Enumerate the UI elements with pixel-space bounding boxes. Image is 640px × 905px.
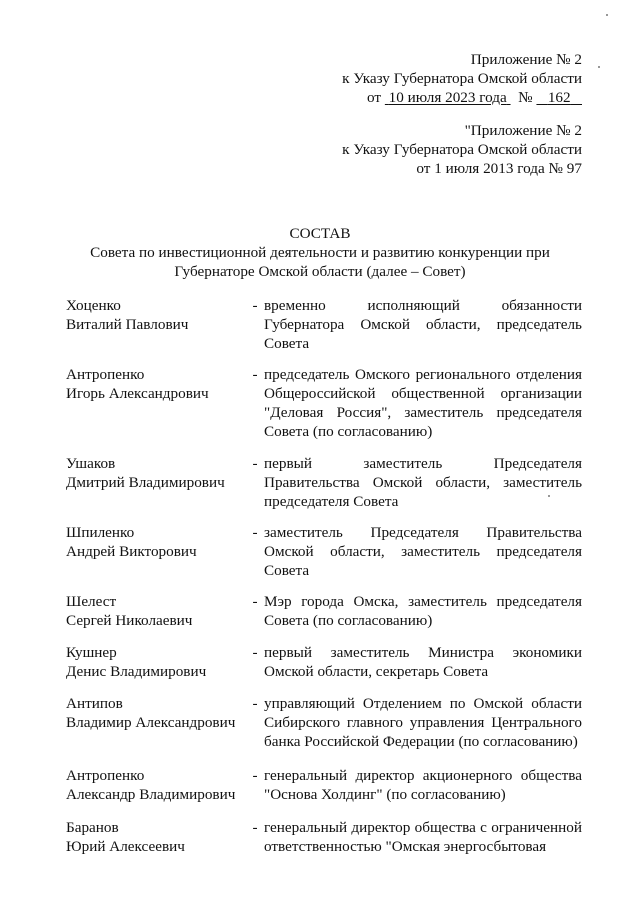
- member-position: управляющий Отделением по Омской области Сибирского главного управления Центрального банка Российской Федерации (по согласованию): [264, 695, 582, 750]
- member-entry: [66, 365, 582, 441]
- member-position: Мэр города Омска, заместитель председателя Совета (по согласованию): [264, 593, 582, 629]
- member-entry: [66, 454, 582, 511]
- member-dash: -: [252, 819, 258, 836]
- member-name: Хоценко Виталий Павлович: [66, 297, 189, 333]
- appendix-date-line: [342, 88, 582, 107]
- scan-speck: [548, 495, 550, 497]
- member-position: первый заместитель Министра экономики Омской области, секретарь Совета: [264, 644, 582, 680]
- member-dash: -: [252, 593, 258, 610]
- old-appendix-title: "Приложение № 2: [464, 122, 582, 139]
- date-prefix: от: [367, 89, 382, 106]
- old-appendix-date-line: от 1 июля 2013 года № 97: [416, 160, 582, 177]
- title-line-2: Губернаторе Омской области (далее – Совет): [174, 263, 466, 280]
- member-position: временно исполняющий обязанности Губернатора Омской области, председатель Совета: [264, 297, 582, 352]
- member-dash: -: [252, 524, 258, 541]
- old-appendix-decree-ref: к Указу Губернатора Омской области: [342, 141, 582, 158]
- scan-speck: [598, 66, 600, 68]
- member-name: Баранов Юрий Алексеевич: [66, 819, 185, 855]
- member-entry: [66, 818, 582, 856]
- number-label: №: [518, 89, 533, 106]
- member-entry: [66, 523, 582, 580]
- decree-date: 10 июля 2023 года: [388, 89, 507, 106]
- member-entry: [66, 296, 582, 353]
- member-name: Ушаков Дмитрий Владимирович: [66, 455, 225, 491]
- decree-number: 162: [547, 89, 571, 106]
- member-dash: -: [252, 695, 258, 712]
- member-position: председатель Омского регионального отделения Общероссийской общественной организации "Деловая Россия", заместитель председателя Совета (по согласованию): [264, 366, 582, 440]
- member-entry: [66, 592, 582, 630]
- member-position: генеральный директор акционерного общества "Основа Холдинг" (по согласованию): [264, 767, 582, 803]
- member-dash: -: [252, 366, 258, 383]
- appendix-header-old: [342, 121, 582, 178]
- member-entry: [66, 766, 582, 804]
- member-dash: -: [252, 644, 258, 661]
- title-heading: СОСТАВ: [289, 225, 351, 242]
- member-position: генеральный директор общества с ограниченной ответственностью "Омская энергосбытовая: [264, 819, 582, 855]
- title-line-1: Совета по инвестиционной деятельности и развитию конкуренции при: [90, 244, 550, 261]
- member-name: Шпиленко Андрей Викторович: [66, 524, 197, 560]
- document-title: [60, 224, 580, 281]
- member-name: Антипов Владимир Александрович: [66, 695, 236, 731]
- appendix-decree-ref: к Указу Губернатора Омской области: [342, 70, 582, 87]
- scan-speck: [606, 14, 608, 16]
- member-entry: [66, 643, 582, 681]
- member-position: первый заместитель Председателя Правительства Омской области, заместитель председателя Совета: [264, 455, 582, 510]
- member-name: Шелест Сергей Николаевич: [66, 593, 193, 629]
- member-name: Антропенко Александр Владимирович: [66, 767, 236, 803]
- member-dash: -: [252, 767, 258, 784]
- member-position: заместитель Председателя Правительства Омской области, заместитель председателя Совета: [264, 524, 582, 579]
- appendix-header-new: [342, 50, 582, 107]
- member-dash: -: [252, 297, 258, 314]
- member-entry: [66, 694, 582, 751]
- member-name: Антропенко Игорь Александрович: [66, 366, 209, 402]
- member-dash: -: [252, 455, 258, 472]
- appendix-title: Приложение № 2: [470, 51, 582, 68]
- member-name: Кушнер Денис Владимирович: [66, 644, 207, 680]
